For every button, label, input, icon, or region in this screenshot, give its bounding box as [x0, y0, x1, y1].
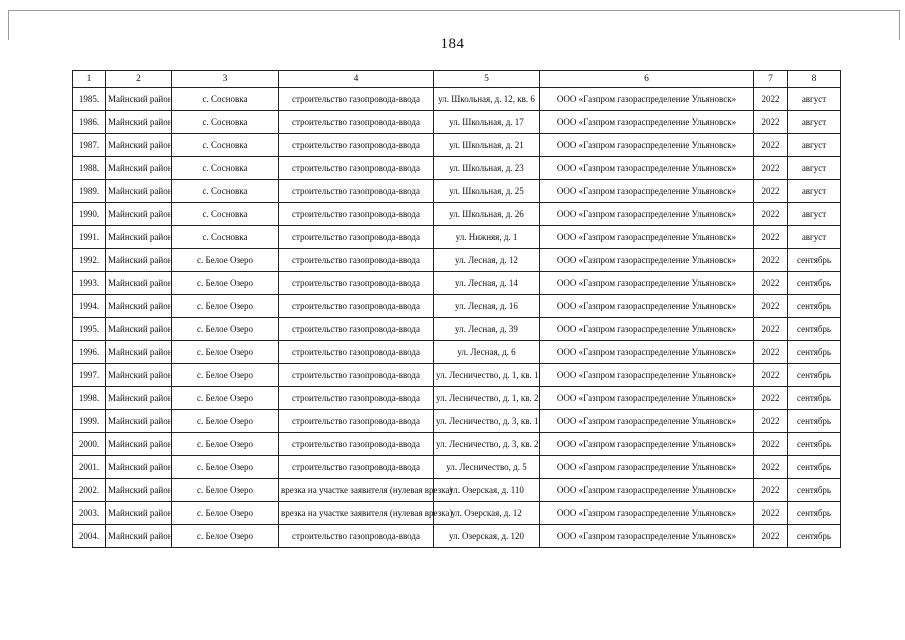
- column-header: 8: [788, 71, 841, 88]
- work-type-cell: строительство газопровода-ввода: [279, 525, 434, 548]
- column-header: 4: [279, 71, 434, 88]
- month-cell: август: [788, 157, 841, 180]
- month-cell: август: [788, 180, 841, 203]
- work-type-cell: строительство газопровода-ввода: [279, 364, 434, 387]
- column-header: 5: [434, 71, 540, 88]
- year-cell: 2022: [754, 157, 788, 180]
- organization-cell: ООО «Газпром газораспределение Ульяновск»: [540, 180, 754, 203]
- address-cell: ул. Школьная, д. 17: [434, 111, 540, 134]
- address-cell: ул. Озерская, д. 110: [434, 479, 540, 502]
- organization-cell: ООО «Газпром газораспределение Ульяновск»: [540, 226, 754, 249]
- month-cell: сентябрь: [788, 502, 841, 525]
- settlement-cell: с. Белое Озеро: [172, 272, 279, 295]
- address-cell: ул. Лесничество, д. 3, кв. 1: [434, 410, 540, 433]
- row-number-cell: 1992.: [73, 249, 106, 272]
- work-type-cell: врезка на участке заявителя (нулевая врезка): [279, 502, 434, 525]
- organization-cell: ООО «Газпром газораспределение Ульяновск»: [540, 249, 754, 272]
- row-number-cell: 1988.: [73, 157, 106, 180]
- column-header: 3: [172, 71, 279, 88]
- organization-cell: ООО «Газпром газораспределение Ульяновск»: [540, 295, 754, 318]
- district-cell: Майнский район: [106, 433, 172, 456]
- work-type-cell: строительство газопровода-ввода: [279, 111, 434, 134]
- year-cell: 2022: [754, 111, 788, 134]
- row-number-cell: 1989.: [73, 180, 106, 203]
- row-number-cell: 1991.: [73, 226, 106, 249]
- address-cell: ул. Лесная, д. 14: [434, 272, 540, 295]
- column-header: 7: [754, 71, 788, 88]
- table-row: [73, 295, 841, 318]
- row-number-cell: 2000.: [73, 433, 106, 456]
- settlement-cell: с. Белое Озеро: [172, 525, 279, 548]
- table-header-row: [73, 71, 841, 88]
- row-number-cell: 2002.: [73, 479, 106, 502]
- organization-cell: ООО «Газпром газораспределение Ульяновск»: [540, 502, 754, 525]
- organization-cell: ООО «Газпром газораспределение Ульяновск»: [540, 433, 754, 456]
- year-cell: 2022: [754, 456, 788, 479]
- organization-cell: ООО «Газпром газораспределение Ульяновск»: [540, 341, 754, 364]
- address-cell: ул. Школьная, д. 12, кв. 6: [434, 88, 540, 111]
- settlement-cell: с. Белое Озеро: [172, 410, 279, 433]
- address-cell: ул. Лесная, д. 12: [434, 249, 540, 272]
- settlement-cell: с. Белое Озеро: [172, 341, 279, 364]
- year-cell: 2022: [754, 433, 788, 456]
- organization-cell: ООО «Газпром газораспределение Ульяновск»: [540, 387, 754, 410]
- table-row: [73, 525, 841, 548]
- organization-cell: ООО «Газпром газораспределение Ульяновск»: [540, 364, 754, 387]
- month-cell: сентябрь: [788, 341, 841, 364]
- district-cell: Майнский район: [106, 134, 172, 157]
- organization-cell: ООО «Газпром газораспределение Ульяновск»: [540, 111, 754, 134]
- row-number-cell: 2004.: [73, 525, 106, 548]
- work-type-cell: врезка на участке заявителя (нулевая врезка): [279, 479, 434, 502]
- settlement-cell: с. Сосновка: [172, 203, 279, 226]
- address-cell: ул. Школьная, д. 23: [434, 157, 540, 180]
- district-cell: Майнский район: [106, 387, 172, 410]
- work-type-cell: строительство газопровода-ввода: [279, 157, 434, 180]
- year-cell: 2022: [754, 525, 788, 548]
- settlement-cell: с. Белое Озеро: [172, 479, 279, 502]
- row-number-cell: 1987.: [73, 134, 106, 157]
- table-row: [73, 433, 841, 456]
- table-body: [73, 88, 841, 548]
- month-cell: август: [788, 134, 841, 157]
- row-number-cell: 1997.: [73, 364, 106, 387]
- settlement-cell: с. Белое Озеро: [172, 318, 279, 341]
- settlement-cell: с. Белое Озеро: [172, 295, 279, 318]
- settlement-cell: с. Белое Озеро: [172, 387, 279, 410]
- organization-cell: ООО «Газпром газораспределение Ульяновск»: [540, 410, 754, 433]
- year-cell: 2022: [754, 272, 788, 295]
- district-cell: Майнский район: [106, 410, 172, 433]
- work-type-cell: строительство газопровода-ввода: [279, 433, 434, 456]
- row-number-cell: 1995.: [73, 318, 106, 341]
- year-cell: 2022: [754, 387, 788, 410]
- work-type-cell: строительство газопровода-ввода: [279, 249, 434, 272]
- settlement-cell: с. Сосновка: [172, 88, 279, 111]
- row-number-cell: 1993.: [73, 272, 106, 295]
- month-cell: сентябрь: [788, 456, 841, 479]
- year-cell: 2022: [754, 364, 788, 387]
- row-number-cell: 2001.: [73, 456, 106, 479]
- district-cell: Майнский район: [106, 203, 172, 226]
- month-cell: сентябрь: [788, 433, 841, 456]
- month-cell: август: [788, 203, 841, 226]
- table-row: [73, 456, 841, 479]
- year-cell: 2022: [754, 226, 788, 249]
- district-cell: Майнский район: [106, 525, 172, 548]
- table-row: [73, 479, 841, 502]
- month-cell: сентябрь: [788, 364, 841, 387]
- year-cell: 2022: [754, 410, 788, 433]
- table-row: [73, 364, 841, 387]
- settlement-cell: с. Белое Озеро: [172, 249, 279, 272]
- table-row: [73, 272, 841, 295]
- year-cell: 2022: [754, 318, 788, 341]
- row-number-cell: 1990.: [73, 203, 106, 226]
- work-type-cell: строительство газопровода-ввода: [279, 134, 434, 157]
- year-cell: 2022: [754, 249, 788, 272]
- district-cell: Майнский район: [106, 364, 172, 387]
- address-cell: ул. Лесничество, д. 5: [434, 456, 540, 479]
- table-row: [73, 318, 841, 341]
- year-cell: 2022: [754, 341, 788, 364]
- district-cell: Майнский район: [106, 502, 172, 525]
- registry-table: [72, 70, 841, 548]
- table-row: [73, 249, 841, 272]
- address-cell: ул. Школьная, д. 26: [434, 203, 540, 226]
- organization-cell: ООО «Газпром газораспределение Ульяновск»: [540, 272, 754, 295]
- month-cell: август: [788, 226, 841, 249]
- organization-cell: ООО «Газпром газораспределение Ульяновск»: [540, 456, 754, 479]
- organization-cell: ООО «Газпром газораспределение Ульяновск»: [540, 479, 754, 502]
- month-cell: август: [788, 88, 841, 111]
- year-cell: 2022: [754, 479, 788, 502]
- address-cell: ул. Лесничество, д. 1, кв. 1: [434, 364, 540, 387]
- settlement-cell: с. Сосновка: [172, 157, 279, 180]
- work-type-cell: строительство газопровода-ввода: [279, 341, 434, 364]
- table-row: [73, 226, 841, 249]
- year-cell: 2022: [754, 180, 788, 203]
- work-type-cell: строительство газопровода-ввода: [279, 226, 434, 249]
- table-row: [73, 111, 841, 134]
- year-cell: 2022: [754, 88, 788, 111]
- work-type-cell: строительство газопровода-ввода: [279, 180, 434, 203]
- table-row: [73, 502, 841, 525]
- work-type-cell: строительство газопровода-ввода: [279, 410, 434, 433]
- column-header: 6: [540, 71, 754, 88]
- settlement-cell: с. Белое Озеро: [172, 364, 279, 387]
- settlement-cell: с. Белое Озеро: [172, 502, 279, 525]
- district-cell: Майнский район: [106, 249, 172, 272]
- work-type-cell: строительство газопровода-ввода: [279, 387, 434, 410]
- month-cell: сентябрь: [788, 387, 841, 410]
- district-cell: Майнский район: [106, 157, 172, 180]
- address-cell: ул. Лесничество, д. 1, кв. 2: [434, 387, 540, 410]
- address-cell: ул. Озерская, д. 12: [434, 502, 540, 525]
- address-cell: ул. Школьная, д. 25: [434, 180, 540, 203]
- month-cell: сентябрь: [788, 479, 841, 502]
- column-header: 2: [106, 71, 172, 88]
- settlement-cell: с. Сосновка: [172, 134, 279, 157]
- district-cell: Майнский район: [106, 341, 172, 364]
- organization-cell: ООО «Газпром газораспределение Ульяновск»: [540, 157, 754, 180]
- address-cell: ул. Лесная, д. 39: [434, 318, 540, 341]
- page-number: 184: [440, 36, 465, 52]
- row-number-cell: 1994.: [73, 295, 106, 318]
- district-cell: Майнский район: [106, 318, 172, 341]
- organization-cell: ООО «Газпром газораспределение Ульяновск»: [540, 525, 754, 548]
- settlement-cell: с. Белое Озеро: [172, 433, 279, 456]
- table-row: [73, 180, 841, 203]
- year-cell: 2022: [754, 502, 788, 525]
- row-number-cell: 1996.: [73, 341, 106, 364]
- address-cell: ул. Нижняя, д. 1: [434, 226, 540, 249]
- address-cell: ул. Лесная, д. 6: [434, 341, 540, 364]
- settlement-cell: с. Сосновка: [172, 111, 279, 134]
- district-cell: Майнский район: [106, 456, 172, 479]
- organization-cell: ООО «Газпром газораспределение Ульяновск»: [540, 318, 754, 341]
- table-row: [73, 203, 841, 226]
- address-cell: ул. Озерская, д. 120: [434, 525, 540, 548]
- row-number-cell: 1998.: [73, 387, 106, 410]
- table-row: [73, 410, 841, 433]
- row-number-cell: 2003.: [73, 502, 106, 525]
- work-type-cell: строительство газопровода-ввода: [279, 272, 434, 295]
- settlement-cell: с. Сосновка: [172, 180, 279, 203]
- organization-cell: ООО «Газпром газораспределение Ульяновск»: [540, 134, 754, 157]
- address-cell: ул. Лесная, д. 16: [434, 295, 540, 318]
- table-row: [73, 88, 841, 111]
- work-type-cell: строительство газопровода-ввода: [279, 318, 434, 341]
- month-cell: сентябрь: [788, 249, 841, 272]
- column-header: 1: [73, 71, 106, 88]
- month-cell: сентябрь: [788, 410, 841, 433]
- year-cell: 2022: [754, 134, 788, 157]
- work-type-cell: строительство газопровода-ввода: [279, 88, 434, 111]
- row-number-cell: 1999.: [73, 410, 106, 433]
- district-cell: Майнский район: [106, 226, 172, 249]
- row-number-cell: 1986.: [73, 111, 106, 134]
- district-cell: Майнский район: [106, 272, 172, 295]
- row-number-cell: 1985.: [73, 88, 106, 111]
- address-cell: ул. Школьная, д. 21: [434, 134, 540, 157]
- district-cell: Майнский район: [106, 479, 172, 502]
- work-type-cell: строительство газопровода-ввода: [279, 295, 434, 318]
- year-cell: 2022: [754, 203, 788, 226]
- work-type-cell: строительство газопровода-ввода: [279, 203, 434, 226]
- page-border-line: [8, 10, 900, 11]
- month-cell: сентябрь: [788, 525, 841, 548]
- month-cell: сентябрь: [788, 272, 841, 295]
- district-cell: Майнский район: [106, 295, 172, 318]
- settlement-cell: с. Сосновка: [172, 226, 279, 249]
- table-row: [73, 134, 841, 157]
- district-cell: Майнский район: [106, 88, 172, 111]
- month-cell: сентябрь: [788, 295, 841, 318]
- year-cell: 2022: [754, 295, 788, 318]
- work-type-cell: строительство газопровода-ввода: [279, 456, 434, 479]
- table-row: [73, 157, 841, 180]
- month-cell: август: [788, 111, 841, 134]
- organization-cell: ООО «Газпром газораспределение Ульяновск»: [540, 88, 754, 111]
- district-cell: Майнский район: [106, 180, 172, 203]
- table-row: [73, 341, 841, 364]
- organization-cell: ООО «Газпром газораспределение Ульяновск»: [540, 203, 754, 226]
- table-row: [73, 387, 841, 410]
- settlement-cell: с. Белое Озеро: [172, 456, 279, 479]
- month-cell: сентябрь: [788, 318, 841, 341]
- district-cell: Майнский район: [106, 111, 172, 134]
- address-cell: ул. Лесничество, д. 3, кв. 2: [434, 433, 540, 456]
